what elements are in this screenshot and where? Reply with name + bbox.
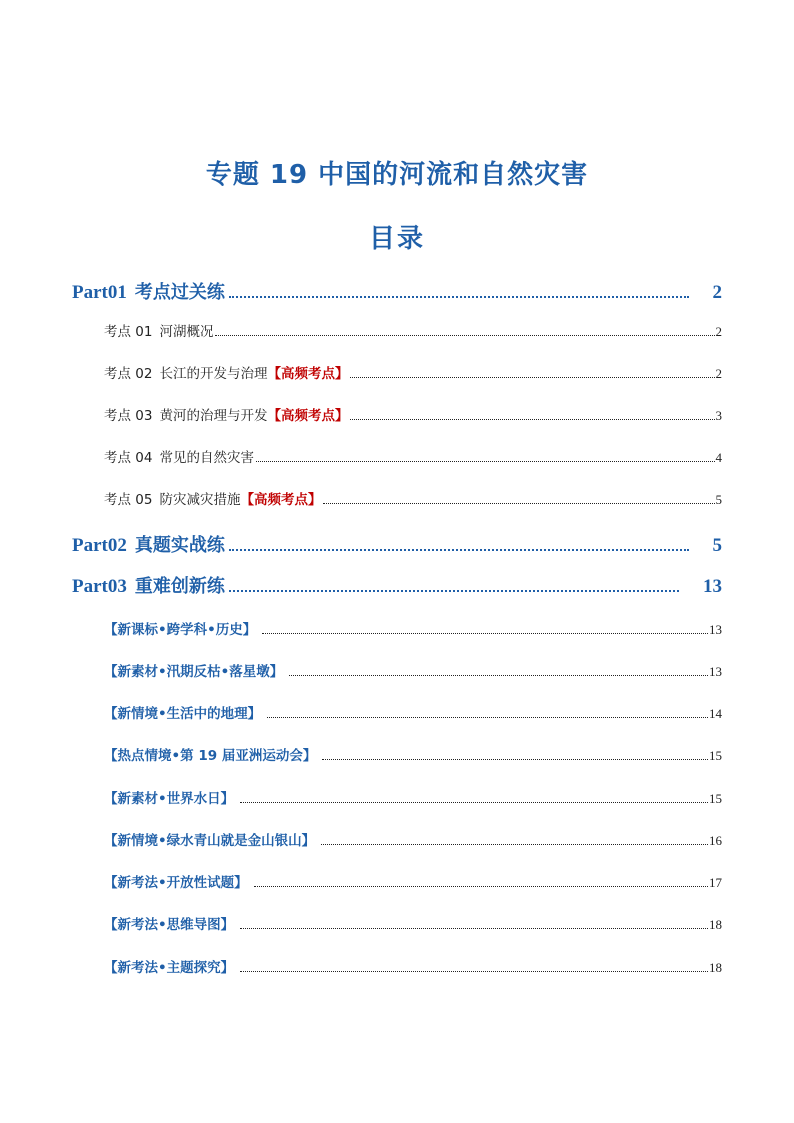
kaodian-code: 考点 05 — [104, 492, 153, 508]
toc-entry-label — [104, 446, 254, 466]
toc-entry-label: 【热点情境•第 19 届亚洲运动会】 — [104, 748, 317, 764]
toc-entry-label: 【新考法•思维导图】 — [104, 917, 235, 933]
toc-entry-label: 【新考法•开放性试题】 — [104, 875, 248, 891]
page-number: 13 — [709, 664, 722, 679]
kaodian-title: 防灾减灾措施 — [159, 492, 241, 508]
page-number: 2 — [712, 282, 722, 303]
toc-entry-innovation-09[interactable] — [104, 956, 722, 976]
page-number: 18 — [709, 960, 722, 975]
kaodian-title: 常见的自然灾害 — [159, 450, 254, 466]
part-code: Part01 — [72, 282, 127, 303]
part-title: 真题实战练 — [134, 535, 225, 556]
dot-leader — [215, 335, 714, 336]
toc-entry-innovation-08[interactable] — [104, 913, 722, 933]
kaodian-code: 考点 04 — [104, 450, 153, 466]
dot-leader — [240, 802, 708, 803]
toc-entry-label — [104, 404, 348, 424]
frequency-tag: 【高频考点】 — [267, 366, 349, 382]
toc-entry-label — [104, 362, 348, 382]
toc-entry-kaodian-05[interactable] — [104, 488, 722, 508]
kaodian-title: 长江的开发与治理 — [159, 366, 268, 382]
toc-entry-label: 【新考法•主题探究】 — [104, 960, 235, 976]
page-number: 14 — [709, 706, 722, 721]
dot-leader — [229, 549, 689, 551]
toc-entry-kaodian-04[interactable] — [104, 446, 722, 466]
toc-entry-label: 【新课标•跨学科•历史】 — [104, 622, 257, 638]
part-code: Part02 — [72, 535, 127, 556]
page-number: 18 — [709, 917, 722, 932]
dot-leader — [350, 419, 714, 420]
page-number: 3 — [715, 408, 722, 423]
toc-entry-label — [104, 320, 213, 340]
kaodian-title: 黄河的治理与开发 — [159, 408, 268, 424]
page-number: 17 — [709, 875, 722, 890]
frequency-tag: 【高频考点】 — [267, 408, 349, 424]
document-title: 专题 19 中国的河流和自然灾害 — [205, 160, 589, 190]
toc-entry-label — [104, 488, 321, 508]
dot-leader — [254, 886, 708, 887]
page-number: 4 — [715, 450, 722, 465]
dot-leader — [262, 633, 708, 634]
toc-entry-innovation-04[interactable] — [104, 744, 722, 764]
dot-leader — [229, 296, 689, 298]
part-title: 考点过关练 — [134, 282, 225, 303]
toc-entry-label: 【新素材•世界水日】 — [104, 791, 235, 807]
toc-entry-innovation-02[interactable] — [104, 660, 722, 680]
toc-part-02[interactable] — [72, 531, 722, 557]
page-number: 2 — [715, 366, 722, 381]
toc-part-03[interactable] — [72, 572, 722, 598]
dot-leader — [289, 675, 708, 676]
page-number: 15 — [709, 748, 722, 763]
dot-leader — [256, 461, 715, 462]
dot-leader — [240, 971, 708, 972]
toc-entry-kaodian-01[interactable] — [104, 320, 722, 340]
toc-entry-innovation-03[interactable] — [104, 702, 722, 722]
kaodian-code: 考点 03 — [104, 408, 153, 424]
toc-heading: 目录 — [368, 224, 425, 254]
page-number: 16 — [709, 833, 722, 848]
dot-leader — [240, 928, 708, 929]
frequency-tag: 【高频考点】 — [240, 492, 322, 508]
toc-part-label — [72, 531, 225, 557]
kaodian-code: 考点 02 — [104, 366, 153, 382]
toc-part-01[interactable] — [72, 278, 722, 304]
toc-entry-label: 【新情境•绿水青山就是金山银山】 — [104, 833, 316, 849]
dot-leader — [229, 590, 679, 592]
toc-entry-innovation-06[interactable] — [104, 829, 722, 849]
page-number: 15 — [709, 791, 722, 806]
dot-leader — [350, 377, 714, 378]
kaodian-code: 考点 01 — [104, 324, 153, 340]
page-number: 2 — [715, 324, 722, 339]
part-code: Part03 — [72, 576, 127, 597]
part-title: 重难创新练 — [134, 576, 225, 597]
toc-entry-innovation-01[interactable] — [104, 618, 722, 638]
page-number: 5 — [712, 535, 722, 556]
toc-entry-innovation-07[interactable] — [104, 871, 722, 891]
kaodian-title: 河湖概况 — [159, 324, 214, 340]
toc-entry-label: 【新素材•汛期反枯•落星墩】 — [104, 664, 284, 680]
dot-leader — [321, 844, 708, 845]
toc-entry-kaodian-02[interactable] — [104, 362, 722, 382]
toc-entry-kaodian-03[interactable] — [104, 404, 722, 424]
page-number: 13 — [703, 576, 722, 597]
dot-leader — [322, 759, 708, 760]
page-number: 13 — [709, 622, 722, 637]
page-number: 5 — [715, 492, 722, 507]
dot-leader — [267, 717, 708, 718]
toc-entry-innovation-05[interactable] — [104, 787, 722, 807]
dot-leader — [323, 503, 714, 504]
toc-part-label — [72, 572, 225, 598]
toc-entry-label: 【新情境•生活中的地理】 — [104, 706, 262, 722]
toc-part-label — [72, 278, 225, 304]
